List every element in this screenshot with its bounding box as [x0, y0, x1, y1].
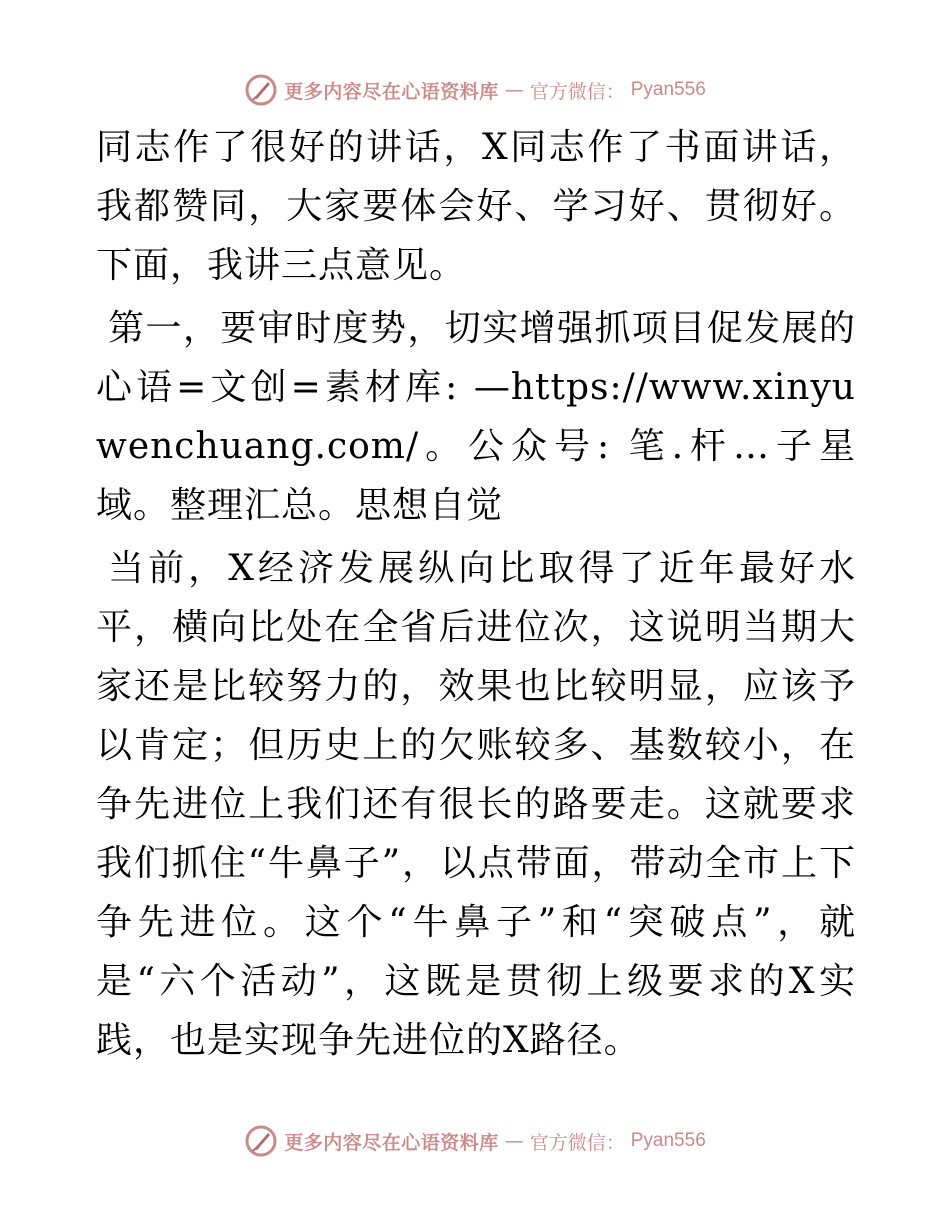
quill-logo-icon — [244, 73, 278, 107]
document-body — [96, 118, 856, 1070]
watermark-site-text: 更多内容尽在心语资料库 — [284, 1131, 499, 1154]
paragraph-current-situation: 当前，X经济发展纵向比取得了近年最好水平，横向比处在全省后进位次，这说明当期大家还是比较努力的，效果也比较明显，应该予以肯定；但历史上的欠账较多、基数较小，在争先进位上我们还有很长的路要走。这就要求我们抓住“牛鼻子”，以点带面，带动全市上下争先进位。这个“牛鼻子”和“突破点”，就是“六个活动”，这既是贯彻上级要求的X实践，也是实现争先进位的X路径。 — [96, 548, 856, 1061]
watermark-site-text: 更多内容尽在心语资料库 — [284, 80, 499, 103]
quill-logo-icon — [244, 1124, 278, 1158]
header-watermark — [0, 70, 950, 110]
footer-watermark — [0, 1121, 950, 1161]
paragraph-point-one: 第一，要审时度势，切实增强抓项目促发展的心语=文创=素材库: —https://www.xinyuwenchuang.com/。公众号: 笔.杆…子星域。整理汇总。思想自觉 — [96, 308, 856, 526]
watermark-wechat-id: Pyan556 — [630, 79, 706, 100]
watermark-separator: — — [504, 79, 524, 101]
watermark-wechat-label: 官方微信： — [529, 80, 625, 103]
paragraph-intro: 同志作了很好的讲话，X同志作了书面讲话，我都赞同，大家要体会好、学习好、贯彻好。下面，我讲三点意见。 — [96, 127, 856, 286]
watermark-separator: — — [504, 1130, 524, 1152]
watermark-wechat-id: Pyan556 — [630, 1130, 706, 1151]
watermark-wechat-label: 官方微信： — [529, 1131, 625, 1154]
